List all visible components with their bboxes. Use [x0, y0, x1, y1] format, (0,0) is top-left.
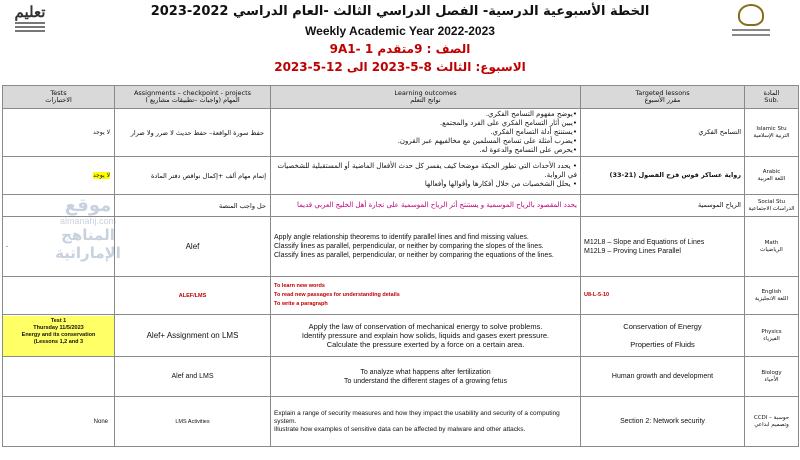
logo-left-bars: [15, 22, 45, 32]
outcome-item: To write a paragraph: [274, 301, 328, 307]
title-english: Weekly Academic Year 2022-2023: [305, 24, 495, 38]
outcomes-cell: [271, 109, 581, 157]
week-line: الاسبوع: الثالث 8-5-2023 الى 12-5-2023: [274, 60, 526, 74]
outcomes-cell: [271, 217, 581, 277]
targeted-cell: رواية عساكر قوس قزح الفصول (21-33): [581, 157, 745, 195]
outcome-item: •يوضح مفهوم التسامح الفكري.: [485, 110, 577, 118]
subject-cell: Arabic اللغة العربية: [745, 157, 799, 195]
targeted-cell: التسامح الفكري: [581, 109, 745, 157]
targeted-cell: Section 2: Network security: [581, 397, 745, 447]
outcome-item: Apply the law of conservation of mechanical energy to solve problems.: [308, 322, 543, 331]
tests-cell: لا يوجد: [3, 109, 115, 157]
physics-test-badge: Test 1 Thursday 11/5/2023 Energy and its conservation (Lessons 1,2 and 3: [3, 316, 114, 356]
outcome-item: Classify lines as parallel, perpendicular, or neither by comparing the slopes of the lines.: [274, 243, 544, 250]
outcome-item: • يحدد الأحداث التي تطور الحبكة موضحا كيف يفسر كل حدث الأفعال الماضية أو المستقبلية للشخصيات في الرواية.: [277, 162, 577, 179]
outcomes-cell: [271, 315, 581, 357]
class-line: الصف : 9متقدم 1 -9A1: [329, 42, 471, 56]
ministry-logo-left: [12, 4, 48, 50]
logo-left-text: تعليم: [14, 3, 46, 21]
outcome-item: To understand the different stages of a growing fetus: [344, 377, 507, 385]
assignments-cell: Alef+ Assignment on LMS: [115, 315, 271, 357]
table-row: [3, 277, 799, 315]
subject-cell: Social Stu الدراسات الاجتماعية: [745, 195, 799, 217]
tests-cell: [3, 277, 115, 315]
subject-cell: Physics الفيزياء: [745, 315, 799, 357]
emblem-crest-icon: [738, 4, 764, 26]
outcome-item: Identify pressure and explain how solids, liquids and gases exert pressure.: [301, 331, 550, 340]
assignments-cell: Alef: [115, 217, 271, 277]
assignments-cell: حل واجب المنصة: [115, 195, 271, 217]
subject-cell: English اللغة الانجليزية: [745, 277, 799, 315]
assignments-cell: LMS Activities: [115, 397, 271, 447]
outcome-item: To analyze what happens after fertilization: [360, 368, 491, 376]
outcomes-cell: [271, 277, 581, 315]
targeted-cell: الرياح الموسمية: [581, 195, 745, 217]
outcome-item: • يحلل الشخصيات من خلال أفكارها وأقوالها وأفعالها: [424, 180, 577, 188]
outcome-item: •يضرب أمثلة على تسامح المسلمين مع مخالفيهم عبر القرون.: [397, 137, 577, 145]
targeted-cell: Human growth and development: [581, 357, 745, 397]
tests-cell: [3, 315, 115, 357]
assignments-cell: حفظ سورة الواقعة– حفظ حديث لا ضرر ولا ضرار: [115, 109, 271, 157]
table-row: [3, 157, 799, 195]
table-row: [3, 195, 799, 217]
outcome-item: To learn new words: [274, 283, 325, 289]
assignments-cell: إتمام مهام ألف +إكمال نواقص دفتر المادة: [115, 157, 271, 195]
col-header-targeted: Targeted lessons مقرر الأسبوع: [581, 86, 745, 109]
subject-cell: CCDI – حوسبة وتصميم ابداعي: [745, 397, 799, 447]
tests-cell: [3, 195, 115, 217]
table-row: [3, 109, 799, 157]
table-row: [3, 315, 799, 357]
assignments-cell: Alef and LMS: [115, 357, 271, 397]
outcome-item: Calculate the pressure exerted by a force on a certain area.: [326, 340, 525, 349]
table-row: [3, 397, 799, 447]
col-header-subject: المادة Sub.: [745, 86, 799, 109]
watermark-line-3: المناهج الإماراتية: [55, 226, 121, 262]
tests-cell: -: [3, 217, 115, 277]
outcome-item: Apply angle relationship theorems to identify parallel lines and find missing values.: [274, 234, 529, 241]
outcomes-cell: يحدد المقصود بالرياح الموسمية و يستنتج أثر الرياح الموسمية على تجارة أهل الخليج العربي قديما: [271, 195, 581, 217]
targeted-cell: M12L8 – Slope and Equations of Lines M12L9 – Proving Lines Parallel: [581, 217, 745, 277]
outcomes-cell: [271, 157, 581, 195]
tests-cell: [3, 357, 115, 397]
table-header-row: [3, 86, 799, 109]
outcomes-cell: [271, 357, 581, 397]
outcome-item: To read new passages for understanding details: [274, 292, 400, 298]
targeted-cell: Conservation of Energy Properties of Fluids: [581, 315, 745, 357]
subject-cell: Math الرياضيات: [745, 217, 799, 277]
uae-emblem-logo-right: [728, 4, 774, 50]
outcome-item: •يحرص على التسامح والدعوة له.: [479, 146, 577, 154]
watermark-line-1: موقع: [64, 195, 112, 216]
outcome-item: Explain a range of security measures and how they impact the usability and security of a computing system.: [274, 409, 560, 425]
assignments-cell: ALEF/LMS: [115, 277, 271, 315]
table-row: [3, 217, 799, 277]
outcome-item: Illustrate how examples of sensitive data can be affected by malware and other attacks.: [274, 425, 526, 433]
weekly-plan-table: [2, 85, 799, 447]
subject-cell: Biology الأحياء: [745, 357, 799, 397]
subject-cell: Islamic Stu التربية الإسلامية: [745, 109, 799, 157]
outcomes-cell: [271, 397, 581, 447]
outcome-item: •يبين أثار التسامح الفكري على الفرد والمجتمع.: [439, 119, 577, 127]
col-header-assignments: Assignments – checkpoint - projects المهام (واجبات –تطبيقات مشاريع ): [115, 86, 271, 109]
tests-cell: لا يوجد: [3, 157, 115, 195]
watermark-line-2: almanahj.com: [59, 216, 117, 226]
table-row: [3, 357, 799, 397]
outcome-item: Classify lines as parallel, perpendicular, or neither by comparing the equations of the lines.: [274, 252, 554, 259]
targeted-cell: U8-L-5-10: [581, 277, 745, 315]
header: [0, 0, 800, 84]
col-header-tests: Tests الاختبارات: [3, 86, 115, 109]
title-arabic: الخطة الأسبوعية الدرسية- الفصل الدراسي الثالث -العام الدراسي 2022-2023: [150, 4, 650, 19]
outcome-item: •يستنتج أدلة التسامح الفكري.: [490, 128, 577, 136]
col-header-outcomes: Learning outcomes نواتج التعلم: [271, 86, 581, 109]
tests-cell: None: [3, 397, 115, 447]
